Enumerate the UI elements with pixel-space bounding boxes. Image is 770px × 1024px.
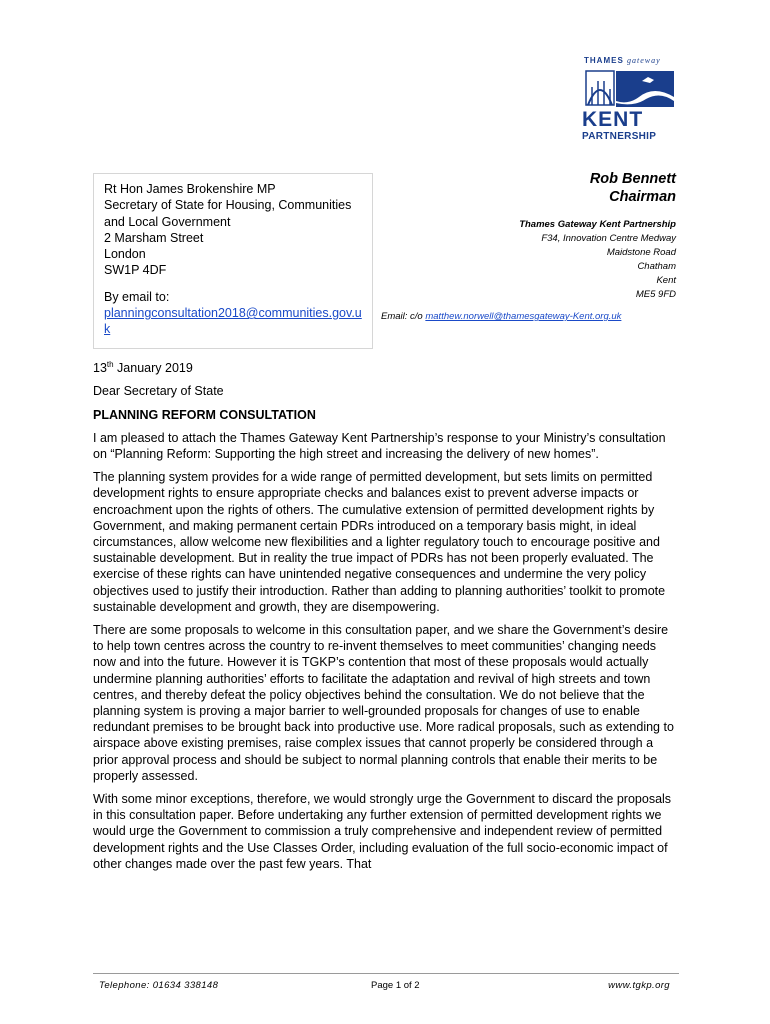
logo-kent-text: KENT	[582, 108, 644, 131]
footer-website[interactable]: www.tgkp.org	[608, 980, 670, 991]
recipient-email-label: By email to:	[104, 289, 170, 304]
letter-paragraph: There are some proposals to welcome in this consultation paper, and we share the Government’s desire to help town centres across the country to re-invent themselves to meet communities’ changing needs now and into the future. However it is TGKP’s contention that most of these proposals would actually undermine planning authorities’ efforts to facilitate the adaptation and revival of high streets and town centres, and thereby defeat the policy objectives behind the consultation. We do not believe that the planning system is proving a major barrier to well-grounded proposals for changes of use to enable redundant premises to be brought back into productive use. More radical proposals, such as extending to airspace above existing premises, raise complex issues that cannot properly be considered through a prior approval process and should be subject to normal planning controls that enable their merits to be properly assessed.	[93, 623, 674, 783]
sender-address-line: ME5 9FD	[635, 289, 676, 300]
date-day: 13	[93, 361, 107, 376]
letter-paragraph: The planning system provides for a wide range of permitted development, but sets limits on permitted development rights to ensure appropriate checks and balances exist to prevent adverse impacts or encroachment upon the rights of others. The cumulative extension of permitted development rights by Government, and making permanent certain PDRs introduced on a temporary basis might, in ideal circumstances, allow welcome new flexibilities and a lighter regulatory touch to encourage positive and sustainable development. But in reality the true impact of PDRs has not been properly evaluated. The exercise of these rights can have unintended negative consequences and undermine the very policy objectives used to justify their introduction. Rather than adding to planning authorities’ toolkit to promote sustainable development and growth, they are disempowering.	[93, 470, 666, 614]
logo-gateway-text: gateway	[627, 56, 661, 65]
footer-page-number: Page 1 of 2	[371, 980, 420, 991]
recipient-postcode: SW1P 4DF	[104, 263, 167, 278]
sender-address-line: Kent	[656, 275, 676, 286]
footer-telephone: Telephone: 01634 338148	[99, 980, 219, 991]
date-ordinal: th	[106, 360, 114, 369]
sender-title: Chairman	[609, 189, 676, 205]
sender-address-line: Maidstone Road	[606, 247, 676, 258]
sender-address-line: F34, Innovation Centre Medway	[541, 233, 676, 244]
recipient-title-line1: Secretary of State for Housing, Communities	[104, 198, 352, 213]
bridge-emblem-icon	[584, 67, 676, 109]
sender-organisation: Thames Gateway Kent Partnership	[519, 219, 676, 230]
letter-paragraph: I am pleased to attach the Thames Gateway Kent Partnership’s response to your Ministry’s consultation on “Planning Reform: Supporting the high street and increasing the delivery of new homes”.	[93, 430, 666, 461]
recipient-street: 2 Marsham Street	[104, 230, 204, 245]
recipient-email-link[interactable]: planningconsultation2018@communities.gov.uk	[104, 306, 362, 337]
sender-email-prefix: Email: c/o	[381, 311, 423, 322]
logo-thames-text: THAMES	[584, 56, 624, 65]
letter-body	[93, 357, 679, 879]
logo-thames-gateway	[584, 56, 661, 65]
sender-block	[519, 170, 676, 302]
sender-address-line: Chatham	[637, 261, 676, 272]
letter-heading: PLANNING REFORM CONSULTATION	[93, 407, 316, 422]
letter-salutation: Dear Secretary of State	[93, 384, 224, 399]
tgkp-logo	[580, 56, 680, 142]
sender-name: Rob Bennett	[589, 171, 676, 187]
recipient-city: London	[104, 247, 146, 262]
logo-partnership-text: PARTNERSHIP	[582, 131, 657, 142]
recipient-address-box	[93, 173, 373, 349]
date-month-year: January 2019	[113, 361, 193, 376]
recipient-name: Rt Hon James Brokenshire MP	[104, 182, 276, 196]
footer-divider	[93, 973, 679, 974]
recipient-title-line2: and Local Government	[104, 214, 231, 229]
sender-email-link[interactable]: matthew.norwell@thamesgateway-Kent.org.uk	[425, 311, 622, 322]
letter-date	[93, 357, 679, 376]
letter-paragraph: With some minor exceptions, therefore, we would strongly urge the Government to discard the proposals in this consultation paper. Before undertaking any further extension of permitted development rights we would urge the Government to commission a truly comprehensive and independent review of permitted development rights and the Use Classes Order, including evaluation of the full socio-economic impact of other changes made over the past few years. That	[93, 792, 672, 871]
sender-email-line	[381, 311, 621, 322]
